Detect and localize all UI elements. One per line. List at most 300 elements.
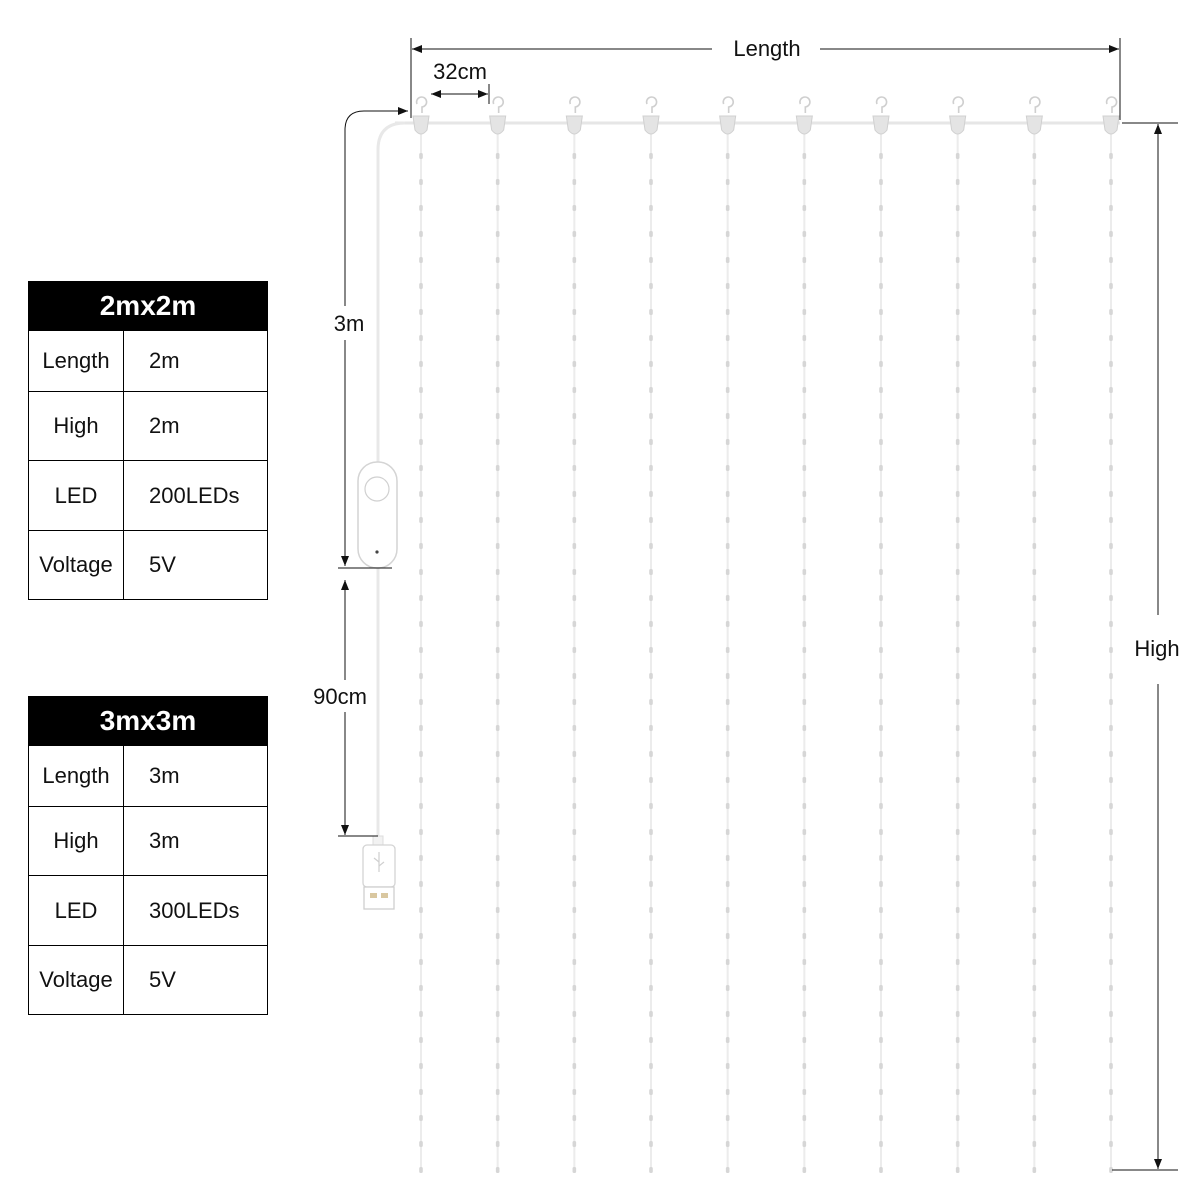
- light-strand: [419, 123, 423, 1173]
- led-bead: [879, 673, 883, 679]
- led-bead: [1109, 1141, 1113, 1147]
- led-bead: [726, 803, 730, 809]
- led-bead: [879, 985, 883, 991]
- led-bead: [956, 491, 960, 497]
- led-bead: [573, 335, 577, 341]
- hook-icon: [413, 97, 429, 134]
- led-bead: [496, 959, 500, 965]
- led-bead: [956, 699, 960, 705]
- led-bead: [726, 179, 730, 185]
- led-bead: [1033, 361, 1037, 367]
- led-bead: [956, 335, 960, 341]
- led-bead: [496, 647, 500, 653]
- hook-icon: [720, 97, 736, 134]
- led-bead: [573, 777, 577, 783]
- hook-icon: [796, 97, 812, 134]
- led-bead: [419, 205, 423, 211]
- led-bead: [573, 725, 577, 731]
- led-bead: [1109, 751, 1113, 757]
- led-bead: [956, 621, 960, 627]
- led-bead: [1109, 361, 1113, 367]
- cable-top-label: 3m: [333, 311, 365, 336]
- table-row: [29, 746, 268, 807]
- led-bead: [956, 309, 960, 315]
- table-row: [29, 946, 268, 1015]
- led-bead: [1033, 803, 1037, 809]
- led-bead: [1109, 777, 1113, 783]
- table-header-row: [29, 697, 268, 746]
- led-bead: [419, 959, 423, 965]
- led-bead: [726, 387, 730, 393]
- led-bead: [879, 751, 883, 757]
- led-bead: [879, 647, 883, 653]
- led-bead: [879, 855, 883, 861]
- led-bead: [649, 1063, 653, 1069]
- table-row: [29, 392, 268, 461]
- led-bead: [1033, 829, 1037, 835]
- led-bead: [419, 491, 423, 497]
- led-bead: [803, 439, 807, 445]
- led-bead: [879, 491, 883, 497]
- length-dimension: [411, 36, 1120, 120]
- row-value-high: 3m: [124, 807, 268, 876]
- led-bead: [419, 413, 423, 419]
- led-bead: [1109, 881, 1113, 887]
- led-bead: [879, 933, 883, 939]
- row-key-voltage: Voltage: [29, 531, 124, 600]
- led-bead: [726, 439, 730, 445]
- led-bead: [419, 387, 423, 393]
- led-bead: [803, 907, 807, 913]
- led-bead: [726, 257, 730, 263]
- led-bead: [573, 621, 577, 627]
- led-bead: [1109, 699, 1113, 705]
- led-bead: [726, 231, 730, 237]
- led-bead: [803, 569, 807, 575]
- led-bead: [496, 1089, 500, 1095]
- led-bead: [1109, 153, 1113, 159]
- led-bead: [879, 543, 883, 549]
- row-key-led: LED: [29, 876, 124, 946]
- led-bead: [879, 335, 883, 341]
- led-bead: [956, 959, 960, 965]
- row-value-high: 2m: [124, 392, 268, 461]
- led-bead: [419, 647, 423, 653]
- led-bead: [496, 621, 500, 627]
- table-row: [29, 876, 268, 946]
- light-strand: [573, 123, 577, 1173]
- led-bead: [1033, 517, 1037, 523]
- row-value-voltage: 5V: [124, 946, 268, 1015]
- led-bead: [419, 881, 423, 887]
- led-bead: [419, 1011, 423, 1017]
- led-bead: [956, 881, 960, 887]
- led-bead: [496, 543, 500, 549]
- led-bead: [879, 1037, 883, 1043]
- row-value-length: 3m: [124, 746, 268, 807]
- led-bead: [879, 881, 883, 887]
- led-bead: [1109, 387, 1113, 393]
- led-bead: [649, 569, 653, 575]
- spec-table-2mx2m: [28, 281, 268, 600]
- led-bead: [496, 673, 500, 679]
- led-bead: [956, 465, 960, 471]
- led-bead: [803, 829, 807, 835]
- row-key-high: High: [29, 392, 124, 461]
- led-bead: [573, 543, 577, 549]
- led-bead: [1109, 673, 1113, 679]
- led-bead: [956, 855, 960, 861]
- led-bead: [573, 1011, 577, 1017]
- led-bead: [573, 205, 577, 211]
- led-bead: [649, 907, 653, 913]
- led-bead: [956, 673, 960, 679]
- led-bead: [1033, 985, 1037, 991]
- led-bead: [1033, 543, 1037, 549]
- led-bead: [419, 309, 423, 315]
- led-bead: [1033, 1063, 1037, 1069]
- led-bead: [649, 855, 653, 861]
- cable-bottom-dimension: [313, 568, 392, 836]
- remote-controller-icon: [358, 462, 397, 568]
- led-bead: [496, 1115, 500, 1121]
- led-bead: [803, 751, 807, 757]
- led-bead: [803, 621, 807, 627]
- led-bead: [649, 647, 653, 653]
- light-strands: [419, 123, 1113, 1173]
- led-bead: [1033, 1011, 1037, 1017]
- hook-icon: [1103, 97, 1119, 134]
- led-bead: [726, 1167, 730, 1173]
- led-bead: [496, 907, 500, 913]
- led-bead: [1109, 335, 1113, 341]
- led-bead: [649, 621, 653, 627]
- led-bead: [1109, 283, 1113, 289]
- led-bead: [419, 1037, 423, 1043]
- led-bead: [956, 517, 960, 523]
- table-row: [29, 531, 268, 600]
- led-bead: [419, 283, 423, 289]
- led-bead: [879, 1063, 883, 1069]
- led-bead: [879, 517, 883, 523]
- led-bead: [649, 179, 653, 185]
- led-bead: [419, 985, 423, 991]
- led-bead: [803, 595, 807, 601]
- led-bead: [879, 1141, 883, 1147]
- led-bead: [726, 595, 730, 601]
- light-strand: [649, 123, 653, 1173]
- led-bead: [573, 1167, 577, 1173]
- row-key-led: LED: [29, 461, 124, 531]
- led-bead: [1033, 1141, 1037, 1147]
- led-bead: [956, 803, 960, 809]
- led-bead: [1109, 829, 1113, 835]
- led-bead: [419, 907, 423, 913]
- led-bead: [803, 257, 807, 263]
- led-bead: [419, 1115, 423, 1121]
- led-bead: [803, 699, 807, 705]
- led-bead: [1033, 647, 1037, 653]
- led-bead: [879, 621, 883, 627]
- led-bead: [956, 907, 960, 913]
- led-bead: [803, 309, 807, 315]
- led-bead: [419, 621, 423, 627]
- led-bead: [956, 439, 960, 445]
- led-bead: [956, 283, 960, 289]
- led-bead: [879, 907, 883, 913]
- led-bead: [726, 1037, 730, 1043]
- led-bead: [649, 283, 653, 289]
- led-bead: [573, 465, 577, 471]
- cable-bottom-label: 90cm: [313, 684, 367, 709]
- led-bead: [649, 595, 653, 601]
- led-bead: [1033, 439, 1037, 445]
- led-bead: [803, 1063, 807, 1069]
- led-bead: [1033, 881, 1037, 887]
- led-bead: [419, 153, 423, 159]
- led-bead: [1033, 777, 1037, 783]
- light-strand: [956, 123, 960, 1173]
- led-bead: [496, 205, 500, 211]
- led-bead: [419, 257, 423, 263]
- led-bead: [1033, 387, 1037, 393]
- led-bead: [1109, 933, 1113, 939]
- led-bead: [1033, 283, 1037, 289]
- table-title: 2mx2m: [29, 282, 268, 331]
- led-bead: [1033, 309, 1037, 315]
- led-bead: [649, 413, 653, 419]
- led-bead: [649, 1089, 653, 1095]
- row-key-high: High: [29, 807, 124, 876]
- led-bead: [803, 517, 807, 523]
- led-bead: [573, 803, 577, 809]
- led-bead: [573, 439, 577, 445]
- led-bead: [496, 491, 500, 497]
- led-bead: [1033, 855, 1037, 861]
- led-bead: [496, 257, 500, 263]
- led-bead: [1109, 231, 1113, 237]
- led-bead: [1109, 985, 1113, 991]
- led-bead: [726, 1115, 730, 1121]
- led-bead: [496, 725, 500, 731]
- led-bead: [573, 361, 577, 367]
- led-bead: [1033, 413, 1037, 419]
- led-bead: [1033, 907, 1037, 913]
- led-bead: [1109, 205, 1113, 211]
- led-bead: [649, 699, 653, 705]
- led-bead: [573, 231, 577, 237]
- spec-table-3mx3m: [28, 696, 268, 1015]
- led-bead: [956, 387, 960, 393]
- led-bead: [726, 621, 730, 627]
- led-bead: [573, 257, 577, 263]
- led-bead: [803, 803, 807, 809]
- led-bead: [496, 517, 500, 523]
- led-bead: [1109, 907, 1113, 913]
- led-bead: [1109, 803, 1113, 809]
- led-bead: [649, 361, 653, 367]
- led-bead: [1033, 491, 1037, 497]
- led-bead: [726, 1063, 730, 1069]
- led-bead: [1033, 1167, 1037, 1173]
- led-bead: [879, 439, 883, 445]
- led-bead: [649, 777, 653, 783]
- led-bead: [649, 803, 653, 809]
- led-bead: [1109, 413, 1113, 419]
- led-bead: [496, 595, 500, 601]
- led-bead: [1109, 257, 1113, 263]
- led-bead: [1109, 1037, 1113, 1043]
- led-bead: [1109, 855, 1113, 861]
- led-bead: [649, 439, 653, 445]
- led-bead: [496, 1141, 500, 1147]
- led-bead: [803, 959, 807, 965]
- led-bead: [956, 153, 960, 159]
- led-bead: [726, 361, 730, 367]
- led-bead: [726, 881, 730, 887]
- led-bead: [803, 1115, 807, 1121]
- led-bead: [496, 881, 500, 887]
- led-bead: [496, 803, 500, 809]
- led-bead: [649, 465, 653, 471]
- led-bead: [726, 907, 730, 913]
- led-bead: [726, 465, 730, 471]
- led-bead: [956, 1063, 960, 1069]
- led-bead: [649, 1037, 653, 1043]
- led-bead: [726, 829, 730, 835]
- led-bead: [419, 751, 423, 757]
- led-bead: [496, 1167, 500, 1173]
- led-bead: [1033, 933, 1037, 939]
- led-bead: [726, 283, 730, 289]
- led-bead: [1109, 621, 1113, 627]
- led-bead: [956, 569, 960, 575]
- led-bead: [496, 309, 500, 315]
- led-bead: [496, 1063, 500, 1069]
- led-bead: [803, 881, 807, 887]
- led-bead: [879, 361, 883, 367]
- led-bead: [1033, 465, 1037, 471]
- led-bead: [496, 829, 500, 835]
- led-bead: [879, 1115, 883, 1121]
- led-bead: [726, 491, 730, 497]
- led-bead: [649, 543, 653, 549]
- led-bead: [879, 777, 883, 783]
- led-bead: [1033, 1089, 1037, 1095]
- led-bead: [956, 205, 960, 211]
- led-bead: [879, 465, 883, 471]
- table-row: [29, 331, 268, 392]
- led-bead: [803, 933, 807, 939]
- led-bead: [1033, 231, 1037, 237]
- led-bead: [573, 517, 577, 523]
- led-bead: [1109, 517, 1113, 523]
- led-bead: [573, 751, 577, 757]
- led-bead: [649, 517, 653, 523]
- led-bead: [726, 413, 730, 419]
- led-bead: [419, 517, 423, 523]
- led-bead: [803, 1037, 807, 1043]
- led-bead: [649, 673, 653, 679]
- led-bead: [573, 1037, 577, 1043]
- led-bead: [419, 1089, 423, 1095]
- led-bead: [726, 647, 730, 653]
- led-bead: [1033, 1115, 1037, 1121]
- led-bead: [726, 751, 730, 757]
- led-bead: [496, 855, 500, 861]
- led-bead: [956, 543, 960, 549]
- led-bead: [573, 413, 577, 419]
- spacing-dimension: [431, 59, 489, 104]
- led-bead: [419, 673, 423, 679]
- led-bead: [573, 855, 577, 861]
- led-bead: [649, 959, 653, 965]
- led-bead: [496, 387, 500, 393]
- led-bead: [419, 179, 423, 185]
- led-bead: [803, 335, 807, 341]
- led-bead: [803, 725, 807, 731]
- hook-icon: [490, 97, 506, 134]
- led-bead: [496, 1037, 500, 1043]
- led-bead: [419, 1141, 423, 1147]
- led-bead: [573, 387, 577, 393]
- led-bead: [419, 855, 423, 861]
- led-bead: [419, 699, 423, 705]
- led-bead: [496, 335, 500, 341]
- led-bead: [956, 1011, 960, 1017]
- led-bead: [803, 387, 807, 393]
- led-bead: [1109, 465, 1113, 471]
- led-bead: [573, 283, 577, 289]
- led-bead: [649, 1167, 653, 1173]
- spacing-label: 32cm: [433, 59, 487, 84]
- led-bead: [573, 647, 577, 653]
- led-bead: [956, 1167, 960, 1173]
- led-bead: [879, 569, 883, 575]
- led-bead: [649, 751, 653, 757]
- led-bead: [419, 231, 423, 237]
- led-bead: [1033, 205, 1037, 211]
- led-bead: [573, 491, 577, 497]
- led-bead: [573, 1141, 577, 1147]
- led-bead: [649, 829, 653, 835]
- led-bead: [649, 933, 653, 939]
- led-bead: [573, 179, 577, 185]
- table-row: [29, 807, 268, 876]
- led-bead: [573, 673, 577, 679]
- led-bead: [1109, 1089, 1113, 1095]
- led-bead: [649, 725, 653, 731]
- high-label: High: [1134, 636, 1180, 661]
- led-bead: [879, 309, 883, 315]
- led-bead: [726, 335, 730, 341]
- led-bead: [496, 153, 500, 159]
- led-bead: [726, 153, 730, 159]
- led-bead: [803, 777, 807, 783]
- led-bead: [726, 309, 730, 315]
- led-bead: [573, 1115, 577, 1121]
- led-bead: [496, 413, 500, 419]
- led-bead: [419, 933, 423, 939]
- led-bead: [419, 777, 423, 783]
- led-bead: [879, 959, 883, 965]
- led-bead: [803, 543, 807, 549]
- led-bead: [803, 361, 807, 367]
- led-bead: [879, 153, 883, 159]
- led-bead: [1109, 179, 1113, 185]
- led-bead: [1109, 1063, 1113, 1069]
- light-strand: [1109, 123, 1113, 1173]
